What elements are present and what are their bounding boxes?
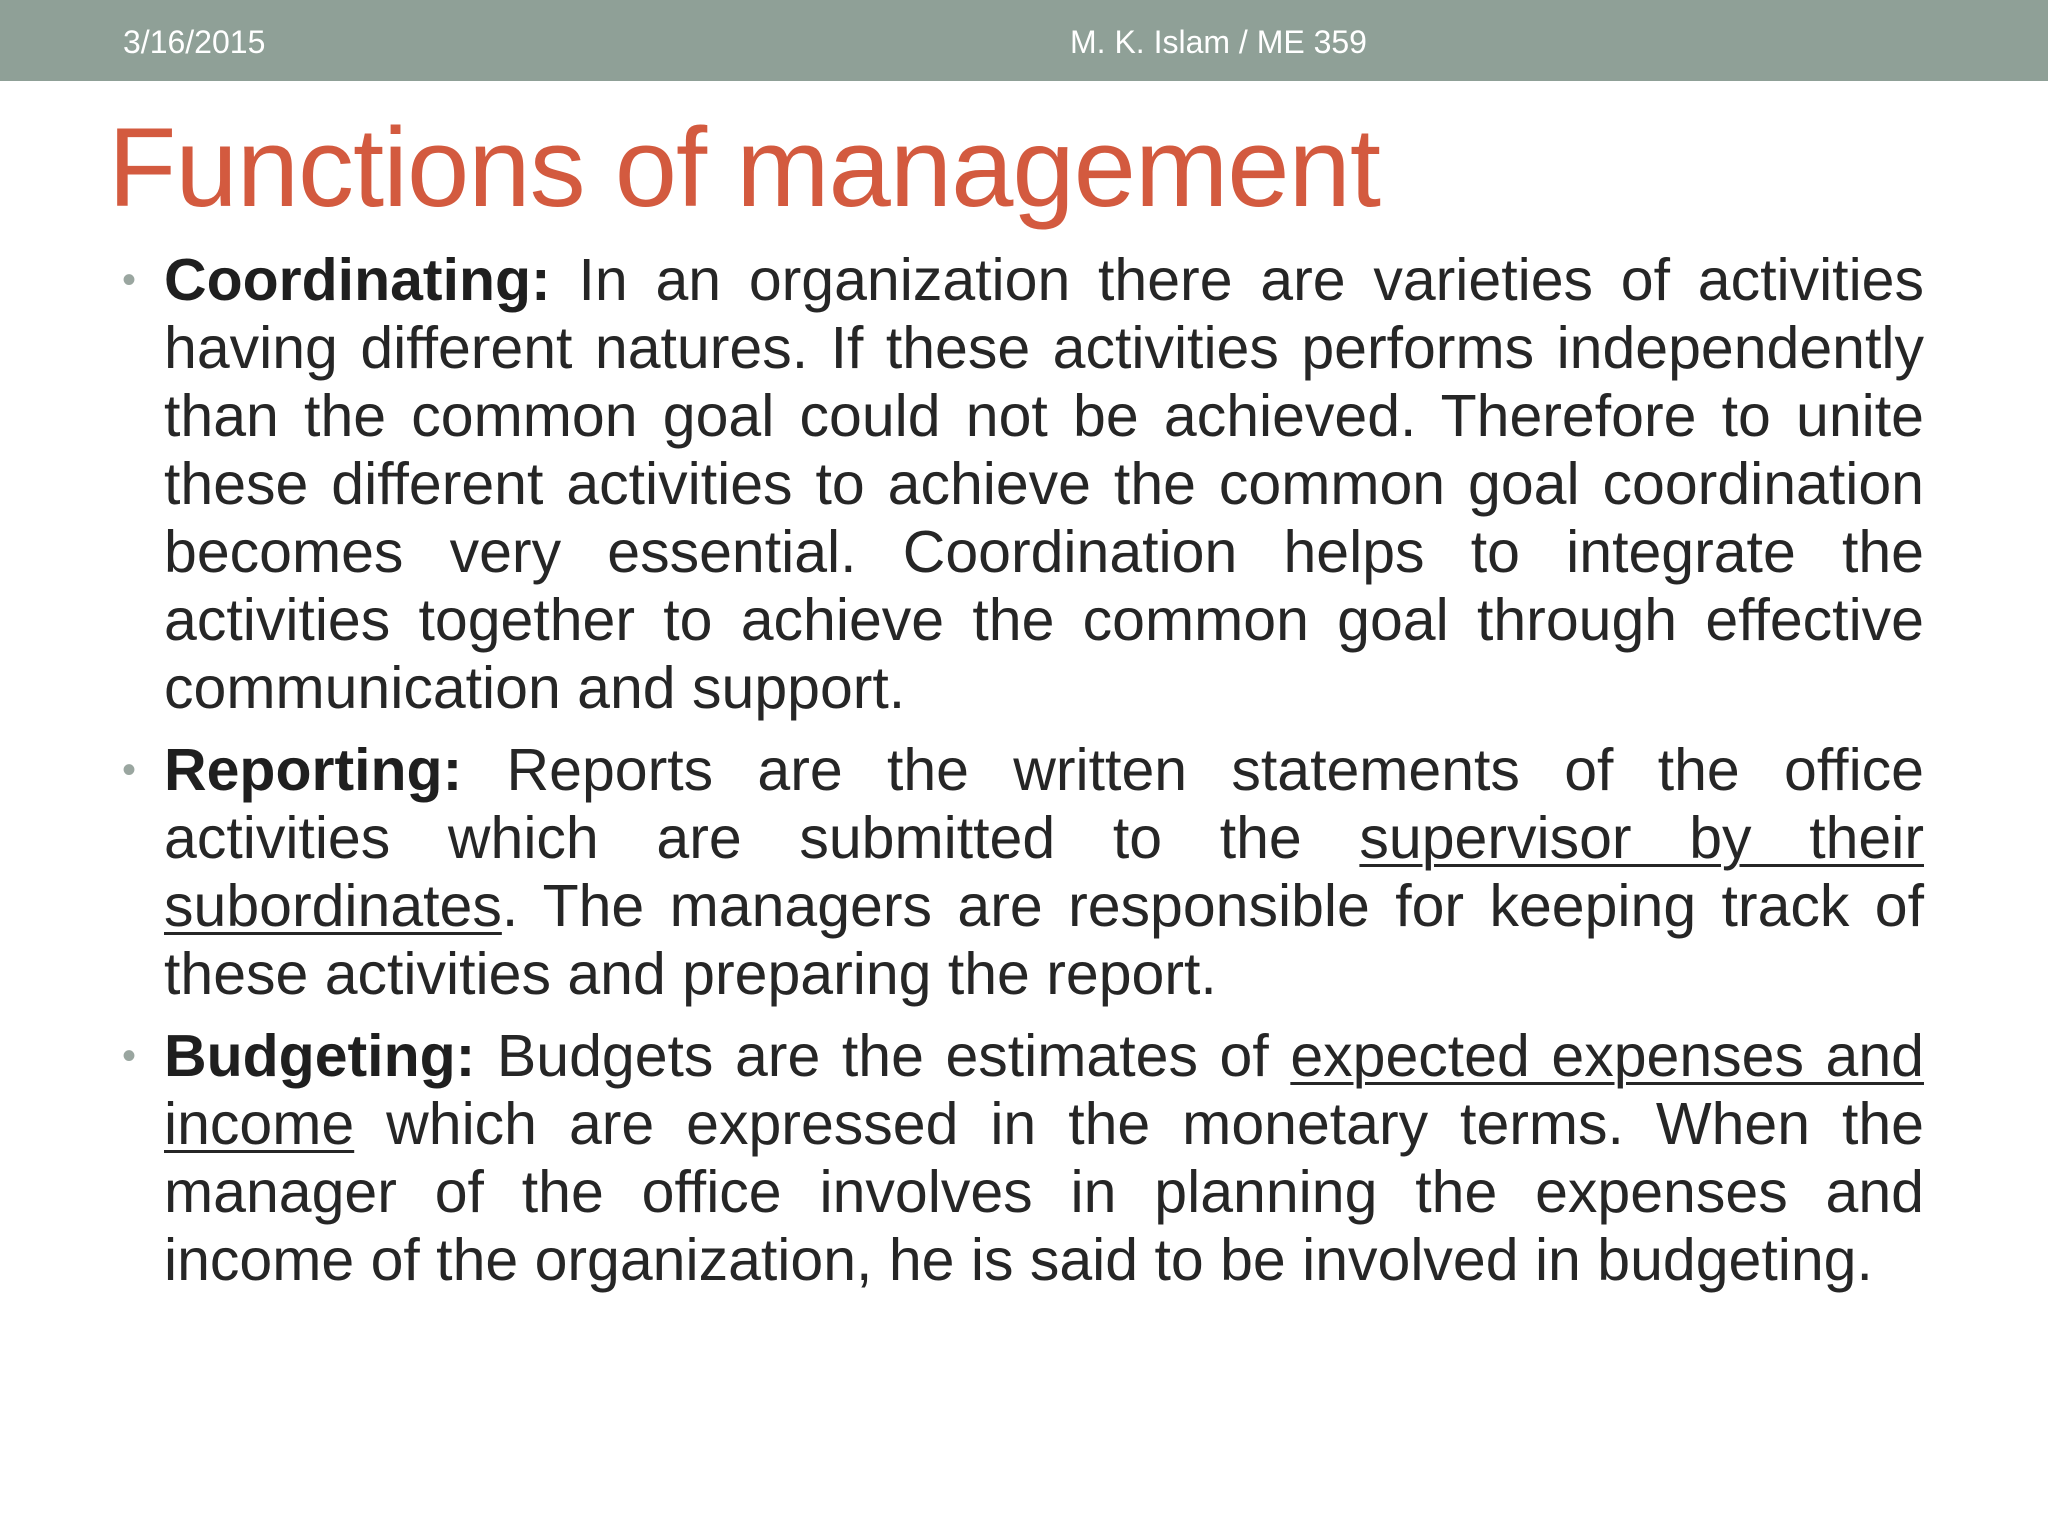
- bullet-text: Reports are the written statements of the office activities which are submitted to the: [164, 737, 1924, 871]
- slide-title: Functions of management: [108, 105, 1380, 230]
- bullet-text: In an organization there are varieties of activities having different natures. If these activities performs independently than the common goal could not be achieved. Therefore to unite these different activities to achieve the common goal coordination becomes very essential. Coordination helps to integrate the activities together to achieve the common goal through effective communication and support.: [164, 247, 1924, 721]
- bullet-term: Budgeting:: [164, 1023, 476, 1089]
- bullet-text: Budgets are the estimates of: [475, 1023, 1291, 1089]
- bullet-dot-icon: •: [122, 258, 137, 302]
- bullet-budgeting: [122, 1022, 1924, 1294]
- slide-date: 3/16/2015: [123, 24, 266, 60]
- bullet-term: Coordinating:: [164, 247, 551, 313]
- bullet-dot-icon: •: [122, 748, 137, 792]
- bullet-dot-icon: •: [122, 1034, 137, 1078]
- bullet-text: . The managers are responsible for keeping track of these activities and preparing the report.: [164, 873, 1924, 1007]
- bullet-text: which are expressed in the monetary terms. When the manager of the office involves in planning the expenses and income of the organization, he is said to be involved in budgeting.: [164, 1091, 1924, 1293]
- bullet-reporting: [122, 736, 1924, 1008]
- underlined-phrase: expected expenses and income: [164, 1023, 1924, 1157]
- bullet-list: [122, 246, 1924, 1308]
- underlined-phrase: supervisor by their subordinates: [164, 805, 1924, 939]
- bullet-coordinating: [122, 246, 1924, 722]
- slide-footer: M. K. Islam / ME 359: [1070, 24, 1367, 60]
- header-bar: [0, 0, 2048, 81]
- bullet-term: Reporting:: [164, 737, 463, 803]
